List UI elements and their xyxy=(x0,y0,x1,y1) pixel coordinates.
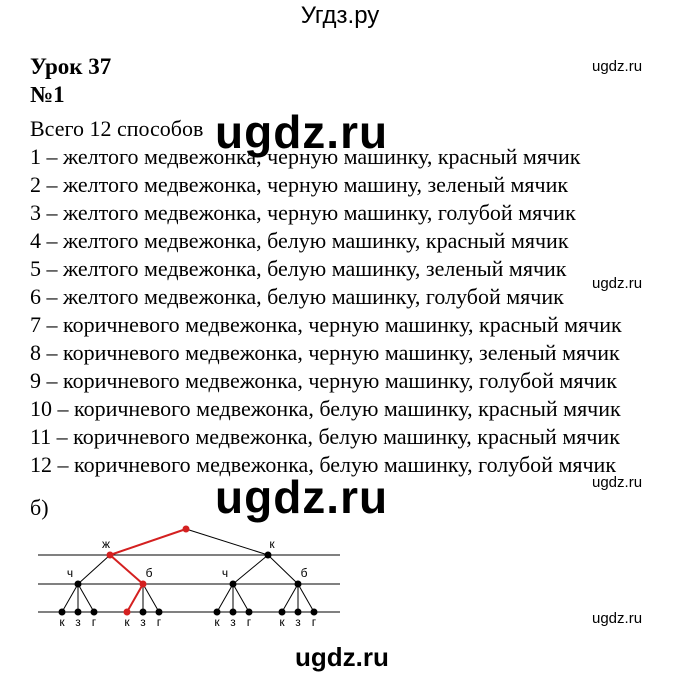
tree-label: б xyxy=(145,566,153,580)
watermark: ugdz.ru xyxy=(295,642,389,672)
tree-edge xyxy=(268,555,298,584)
way-line: 10 – коричневого медвежонка, белую машинку, красный мячик xyxy=(30,396,621,421)
tree-label: з xyxy=(230,615,236,629)
tree-node xyxy=(107,552,114,559)
way-line: 4 – желтого медвежонка, белую машинку, красный мячик xyxy=(30,228,569,253)
watermark: ugdz.ru xyxy=(215,106,389,158)
tree-edge xyxy=(78,555,110,584)
site-title: Угдз.ру xyxy=(300,2,380,29)
tree-label: г xyxy=(156,615,162,629)
watermark: ugdz.ru xyxy=(592,275,643,292)
tree-edge xyxy=(282,584,298,612)
tree-label: ч xyxy=(221,566,229,580)
way-line: 2 – желтого медвежонка, черную машину, зеленый мячик xyxy=(30,172,569,197)
watermark: ugdz.ru xyxy=(592,610,643,627)
tree-label: к xyxy=(269,537,275,551)
part-b-label: б) xyxy=(30,495,49,520)
tree-node xyxy=(75,581,82,588)
way-line: 9 – коричневого медвежонка, черную машинку, голубой мячик xyxy=(30,368,617,393)
tree-label: ж xyxy=(101,537,111,551)
watermark: ugdz.ru xyxy=(215,471,389,523)
tree-edge xyxy=(78,584,94,612)
watermark: ugdz.ru xyxy=(592,474,643,491)
way-line: 5 – желтого медвежонка, белую машинку, зеленый мячик xyxy=(30,256,567,281)
tree-label: з xyxy=(295,615,301,629)
way-line: 1 – желтого медвежонка, черную машинку, красный мячик xyxy=(30,144,581,169)
tree-edge-highlight xyxy=(110,529,186,555)
tree-label: к xyxy=(124,615,130,629)
way-line: 6 – желтого медвежонка, белую машинку, голубой мячик xyxy=(30,284,564,309)
tree-edge xyxy=(186,529,268,555)
tree-label: г xyxy=(246,615,252,629)
tree-node xyxy=(230,581,237,588)
tree-edge xyxy=(217,584,233,612)
way-line: 11 – коричневого медвежонка, белую машинку, красный мячик xyxy=(30,424,620,449)
way-line: 12 – коричневого медвежонка, белую машинку, голубой мячик xyxy=(30,452,617,477)
tree-edge-highlight xyxy=(127,584,143,612)
way-line: 8 – коричневого медвежонка, черную машинку, зеленый мячик xyxy=(30,340,620,365)
tree-label: з xyxy=(140,615,146,629)
watermark: ugdz.ru xyxy=(592,58,643,75)
tree-node-root xyxy=(183,526,190,533)
way-line: 7 – коричневого медвежонка, черную машинку, красный мячик xyxy=(30,312,622,337)
tree-edge xyxy=(233,555,268,584)
tree-label: з xyxy=(75,615,81,629)
way-line: 3 – желтого медвежонка, черную машинку, голубой мячик xyxy=(30,200,576,225)
tree-label: к xyxy=(214,615,220,629)
task-number: №1 xyxy=(30,82,65,107)
tree-edge xyxy=(143,584,159,612)
tree-label: б xyxy=(300,566,308,580)
tree-node xyxy=(265,552,272,559)
lesson-title: Урок 37 xyxy=(30,54,112,79)
tree-edge xyxy=(233,584,249,612)
tree-label: к xyxy=(279,615,285,629)
tree-node xyxy=(295,581,302,588)
tree-label: ч xyxy=(66,566,74,580)
tree-node xyxy=(140,581,147,588)
tree-label: г xyxy=(91,615,97,629)
tree-edge xyxy=(298,584,314,612)
tree-label: г xyxy=(311,615,317,629)
tree-label: к xyxy=(59,615,65,629)
total-line: Всего 12 способов xyxy=(30,116,204,141)
tree-edge-highlight xyxy=(110,555,143,584)
tree-edge xyxy=(62,584,78,612)
